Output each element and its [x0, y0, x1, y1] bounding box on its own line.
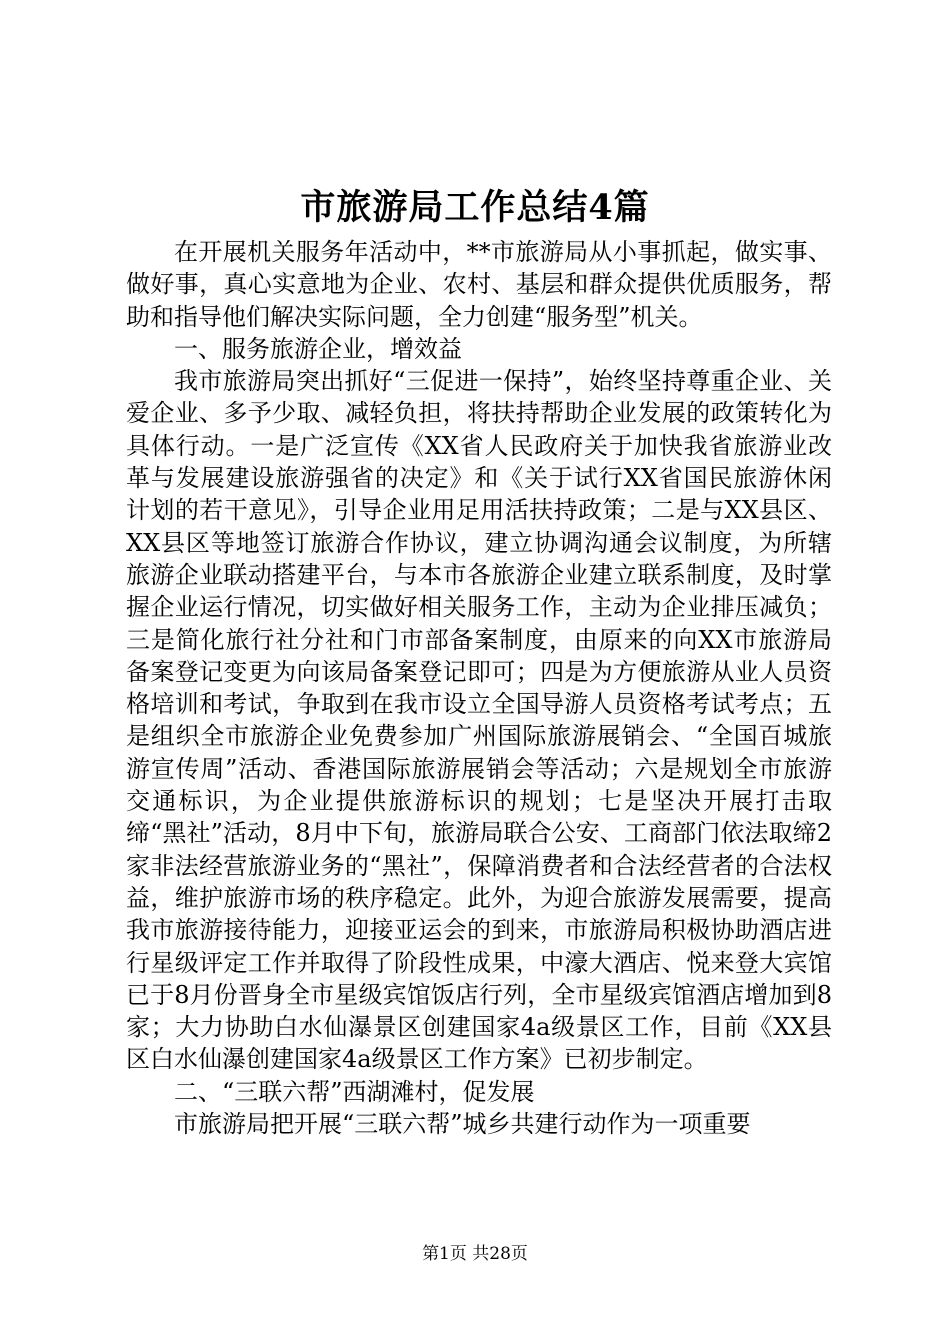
document-title: 市旅游局工作总结4篇 [300, 187, 650, 228]
page-footer: 第1页 共28页 [422, 1244, 528, 1264]
document-body [126, 236, 832, 1140]
intro-paragraph: 在开展机关服务年活动中，**市旅游局从小事抓起，做实事、做好事，真心实意地为企业、农村、基层和群众提供优质服务，帮助和指导他们解决实际问题，全力创建“服务型”机关。 [126, 238, 832, 331]
section-heading-1: 一、服务旅游企业，增效益 [174, 334, 462, 363]
section-heading-2: 二、“三联六帮”西湖滩村，促发展 [174, 1077, 535, 1106]
section-2-paragraph: 市旅游局把开展“三联六帮”城乡共建行动作为一项重要 [174, 1110, 751, 1139]
section-1-paragraph: 我市旅游局突出抓好“三促进一保持”，始终坚持尊重企业、关爱企业、多予少取、减轻负担，将扶持帮助企业发展的政策转化为具体行动。一是广泛宣传《XX省人民政府关于加快我省旅游业改革与发展建设旅游强省的决定》和《关于试行XX省国民旅游休闲计划的若干意见》，引导企业用足用活扶持政策；二是与XX县区、XX县区等地签订旅游合作协议，建立协调沟通会议制度，为所辖旅游企业联动搭建平台，与本市各旅游企业建立联系制度，及时掌握企业运行情况，切实做好相关服务工作，主动为企业排压减负；三是简化旅行社分社和门市部备案制度，由原来的向XX市旅游局备案登记变更为向该局备案登记即可；四是为方便旅游从业人员资格培训和考试，争取到在我市设立全国导游人员资格考试考点；五是组织全市旅游企业免费参加广州国际旅游展销会、“全国百城旅游宣传周”活动、香港国际旅游展销会等活动；六是规划全市旅游交通标识，为企业提供旅游标识的规划；七是坚决开展打击取缔“黑社”活动，8月中下旬，旅游局联合公安、工商部门依法取缔2家非法经营旅游业务的“黑社”，保障消费者和合法经营者的合法权益，维护旅游市场的秩序稳定。此外，为迎合旅游发展需要，提高我市旅游接待能力，迎接亚运会的到来，市旅游局积极协助酒店进行星级评定工作并取得了阶段性成果，中濠大酒店、悦来登大宾馆已于8月份晋身全市星级宾馆饭店行列，全市星级宾馆酒店增加到8家；大力协助白水仙瀑景区创建国家4a级景区工作，目前《XX县区白水仙瀑创建国家4a级景区工作方案》已初步制定。 [126, 367, 832, 1074]
